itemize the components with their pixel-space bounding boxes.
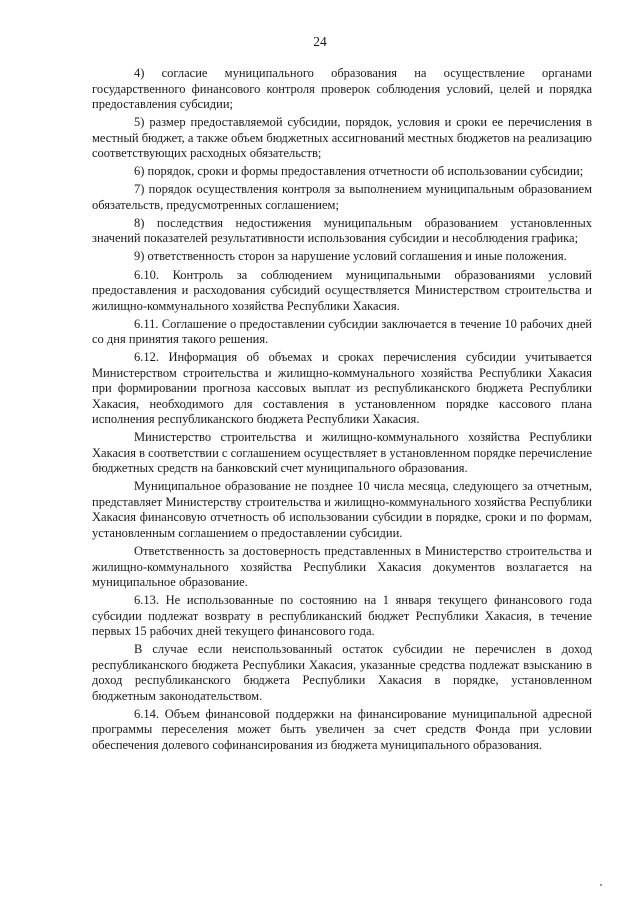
scan-speck bbox=[600, 884, 602, 886]
document-body bbox=[92, 66, 592, 756]
paragraph-9: 9) ответственность сторон за нарушение условий соглашения и иные положения. bbox=[134, 249, 567, 264]
paragraph-4: 4) согласие муниципального образования на осуществление органами государственного финансового контроля проверок соблюдения условий, целей и порядка предоставления субсидии; bbox=[92, 66, 592, 111]
paragraph-8: 8) последствия недостижения муниципальным образованием установленных значений показателей результативности использования субсидии и несоблюдения графика; bbox=[92, 215, 592, 246]
paragraph-recovery: В случае если неиспользованный остаток субсидии не перечислен в доход республиканского бюджета Республики Хакасия, указанные средства подлежат взысканию в доход республиканского бюджета Республики Хакасия в порядке, установленном бюджетным законодательством. bbox=[92, 642, 592, 703]
paragraph-6: 6) порядок, сроки и формы предоставления отчетности об использовании субсидии; bbox=[134, 164, 584, 179]
paragraph-6-10: 6.10. Контроль за соблюдением муниципальными образованиями условий предоставления и расходования субсидий осуществляется Министерством строительства и жилищно-коммунального хозяйства Республики Хакасия. bbox=[92, 267, 592, 313]
paragraph-6-12: 6.12. Информация об объемах и сроках перечисления субсидии учитывается Министерством строительства и жилищно-коммунального хозяйства Республики Хакасия при формировании прогноза кассовых выплат из республиканского бюджета Республики Хакасия, необходимого для составления в установленном порядке кассового плана исполнения республиканского бюджета Республики Хакасия. bbox=[92, 350, 592, 427]
paragraph-6-14: 6.14. Объем финансовой поддержки на финансирование муниципальной адресной программы переселения может быть увеличен за счет средств Фонда при условии обеспечения долевого софинансирования из бюджета муниципального образования. bbox=[92, 706, 592, 752]
paragraph-6-13: 6.13. Не использованные по состоянию на 1 января текущего финансового года субсидии подлежат возврату в республиканский бюджет Республики Хакасия, в течение первых 15 рабочих дней текущего финансового года. bbox=[92, 593, 592, 639]
paragraph-reporting: Муниципальное образование не позднее 10 числа месяца, следующего за отчетным, представляет Министерству строительства и жилищно-коммунального хозяйства Республики Хакасия финансовую отчетность об использовании субсидии в порядке, сроки и по формам, установленным соглашением о предоставлении субсидии. bbox=[92, 479, 592, 540]
paragraph-7: 7) порядок осуществления контроля за выполнением муниципальным образованием обязательств, предусмотренных соглашением; bbox=[92, 182, 592, 212]
paragraph-ministry-transfer: Министерство строительства и жилищно-коммунального хозяйства Республики Хакасия в соответствии с соглашением осуществляет в установленном порядке перечисление бюджетных средств на банковский счет муниципального образования. bbox=[92, 430, 592, 476]
paragraph-6-11: 6.11. Соглашение о предоставлении субсидии заключается в течение 10 рабочих дней со дня принятия такого решения. bbox=[92, 316, 592, 347]
page-number: 24 bbox=[313, 34, 327, 49]
paragraph-responsibility: Ответственность за достоверность представленных в Министерство строительства и жилищно-коммунального хозяйства Республики Хакасия документов возлагается на муниципальное образование. bbox=[92, 544, 592, 590]
paragraph-5: 5) размер предоставляемой субсидии, порядок, условия и сроки ее перечисления в местный бюджет, а также объем бюджетных ассигнований местных бюджетов на реализацию соответствующих расходных обязательств; bbox=[92, 115, 592, 161]
